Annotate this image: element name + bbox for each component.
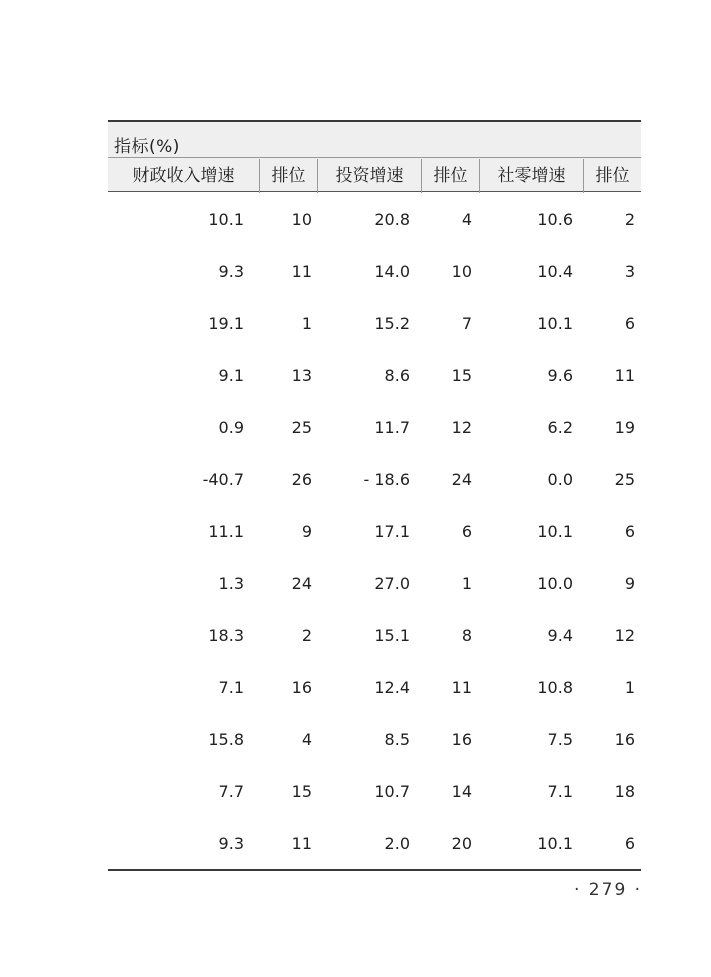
cell-investment-growth: 12.4 <box>374 678 410 697</box>
cell-rank: 15 <box>451 366 472 385</box>
cell-investment-growth: 27.0 <box>374 574 410 593</box>
cell-rank: 6 <box>461 522 472 541</box>
cell-rank: 14 <box>451 782 472 801</box>
column-header-investment-growth: 投资增速 <box>317 159 421 193</box>
page-number: · 279 · <box>574 880 643 900</box>
table-header <box>108 120 641 192</box>
cell-fiscal-revenue-growth: 11.1 <box>208 522 244 541</box>
table-row <box>108 777 641 807</box>
header-divider <box>108 157 641 158</box>
cell-rank: 16 <box>291 678 312 697</box>
cell-rank: 25 <box>614 470 635 489</box>
table-row <box>108 413 641 443</box>
cell-investment-growth: 11.7 <box>374 418 410 437</box>
cell-rank: 10 <box>451 262 472 281</box>
cell-investment-growth: 15.1 <box>374 626 410 645</box>
cell-rank: 2 <box>624 210 635 229</box>
cell-fiscal-revenue-growth: 10.1 <box>208 210 244 229</box>
cell-rank: 9 <box>301 522 312 541</box>
cell-investment-growth: 15.2 <box>374 314 410 333</box>
cell-rank: 8 <box>461 626 472 645</box>
cell-rank: 19 <box>614 418 635 437</box>
cell-retail-sales-growth: 9.4 <box>547 626 573 645</box>
cell-investment-growth: 14.0 <box>374 262 410 281</box>
cell-fiscal-revenue-growth: 19.1 <box>208 314 244 333</box>
table-row <box>108 361 641 391</box>
cell-investment-growth: 10.7 <box>374 782 410 801</box>
cell-rank: 16 <box>451 730 472 749</box>
cell-rank: 20 <box>451 834 472 853</box>
cell-fiscal-revenue-growth: -40.7 <box>202 470 244 489</box>
cell-rank: 11 <box>451 678 472 697</box>
cell-rank: 1 <box>624 678 635 697</box>
cell-fiscal-revenue-growth: 1.3 <box>218 574 244 593</box>
cell-retail-sales-growth: 10.6 <box>537 210 573 229</box>
cell-retail-sales-growth: 10.1 <box>537 522 573 541</box>
cell-investment-growth: 2.0 <box>384 834 410 853</box>
cell-fiscal-revenue-growth: 18.3 <box>208 626 244 645</box>
cell-rank: 7 <box>461 314 472 333</box>
cell-rank: 11 <box>614 366 635 385</box>
cell-rank: 4 <box>301 730 312 749</box>
cell-investment-growth: 8.6 <box>384 366 410 385</box>
cell-rank: 11 <box>291 262 312 281</box>
cell-rank: 18 <box>614 782 635 801</box>
cell-rank: 6 <box>624 314 635 333</box>
cell-rank: 4 <box>461 210 472 229</box>
indicator-label: 指标(%) <box>114 137 180 157</box>
table-row <box>108 673 641 703</box>
cell-rank: 11 <box>291 834 312 853</box>
table-row <box>108 725 641 755</box>
data-table <box>108 120 641 872</box>
cell-rank: 10 <box>291 210 312 229</box>
cell-rank: 12 <box>451 418 472 437</box>
cell-rank: 1 <box>461 574 472 593</box>
cell-retail-sales-growth: 10.1 <box>537 834 573 853</box>
table-bottom-rule <box>108 869 641 871</box>
cell-retail-sales-growth: 10.0 <box>537 574 573 593</box>
cell-retail-sales-growth: 10.8 <box>537 678 573 697</box>
cell-fiscal-revenue-growth: 7.1 <box>218 678 244 697</box>
cell-investment-growth: 17.1 <box>374 522 410 541</box>
cell-retail-sales-growth: 0.0 <box>547 470 573 489</box>
cell-rank: 16 <box>614 730 635 749</box>
cell-investment-growth: - 18.6 <box>363 470 410 489</box>
cell-investment-growth: 20.8 <box>374 210 410 229</box>
cell-rank: 1 <box>301 314 312 333</box>
column-header-row <box>108 159 641 193</box>
column-header-rank: 排位 <box>259 159 317 193</box>
cell-retail-sales-growth: 6.2 <box>547 418 573 437</box>
column-header-rank: 排位 <box>583 159 641 193</box>
cell-fiscal-revenue-growth: 0.9 <box>218 418 244 437</box>
column-header-retail-sales-growth: 社零增速 <box>479 159 583 193</box>
cell-rank: 9 <box>624 574 635 593</box>
cell-rank: 6 <box>624 834 635 853</box>
column-header-fiscal-revenue-growth: 财政收入增速 <box>132 166 235 186</box>
cell-rank: 13 <box>291 366 312 385</box>
cell-rank: 6 <box>624 522 635 541</box>
table-row <box>108 257 641 287</box>
cell-retail-sales-growth: 7.1 <box>547 782 573 801</box>
cell-retail-sales-growth: 10.1 <box>537 314 573 333</box>
cell-fiscal-revenue-growth: 15.8 <box>208 730 244 749</box>
cell-fiscal-revenue-growth: 9.1 <box>218 366 244 385</box>
cell-rank: 24 <box>291 574 312 593</box>
table-row <box>108 829 641 859</box>
table-row <box>108 465 641 495</box>
cell-rank: 26 <box>291 470 312 489</box>
cell-investment-growth: 8.5 <box>384 730 410 749</box>
cell-retail-sales-growth: 7.5 <box>547 730 573 749</box>
table-row <box>108 517 641 547</box>
cell-fiscal-revenue-growth: 9.3 <box>218 262 244 281</box>
cell-rank: 24 <box>451 470 472 489</box>
table-row <box>108 205 641 235</box>
cell-retail-sales-growth: 10.4 <box>537 262 573 281</box>
cell-rank: 3 <box>624 262 635 281</box>
cell-fiscal-revenue-growth: 9.3 <box>218 834 244 853</box>
table-row <box>108 309 641 339</box>
cell-rank: 2 <box>301 626 312 645</box>
column-header-rank: 排位 <box>421 159 479 193</box>
cell-rank: 25 <box>291 418 312 437</box>
cell-fiscal-revenue-growth: 7.7 <box>218 782 244 801</box>
cell-rank: 15 <box>291 782 312 801</box>
table-row <box>108 621 641 651</box>
table-row <box>108 569 641 599</box>
cell-rank: 12 <box>614 626 635 645</box>
cell-retail-sales-growth: 9.6 <box>547 366 573 385</box>
